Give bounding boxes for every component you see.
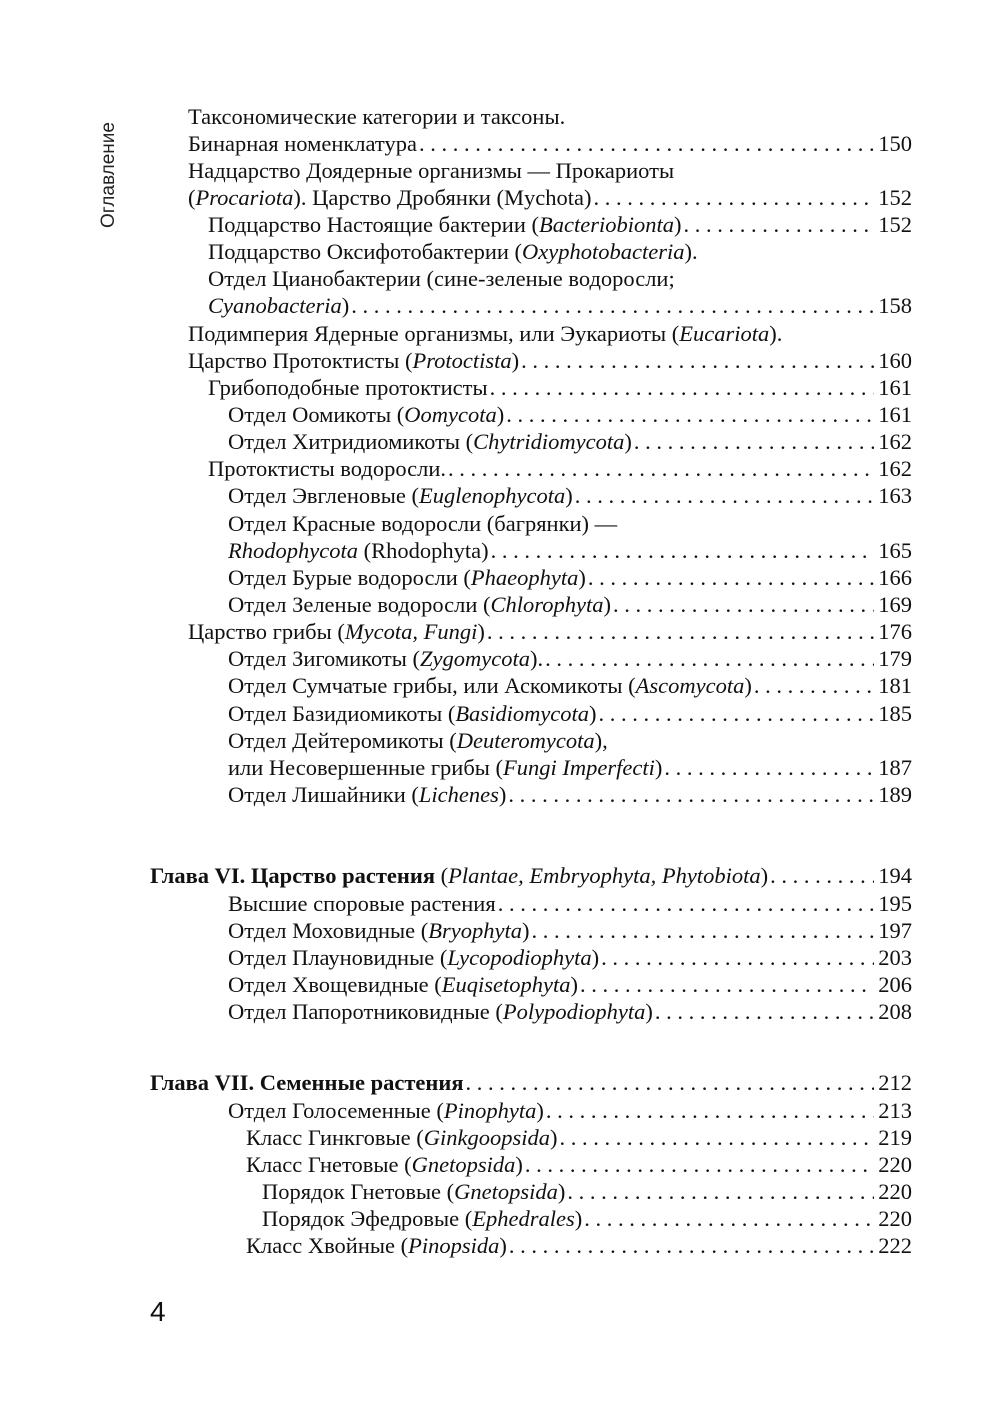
toc-entry-title xyxy=(150,1069,464,1096)
toc-entry-text-end: ) xyxy=(624,429,632,454)
toc-entry-latin-name: Mycota, Fungi xyxy=(344,619,478,644)
toc-entry xyxy=(228,564,912,591)
toc-entry-latin-name: Bryophyta xyxy=(428,918,522,943)
toc-page-number: 163 xyxy=(878,483,912,508)
toc-entry-title xyxy=(188,618,485,645)
toc-page-number: 179 xyxy=(878,646,912,671)
toc-entry-text-end: ) xyxy=(570,972,578,997)
toc-entry-text: Класс Хвойные ( xyxy=(246,1233,409,1258)
toc-entry-text-end: ) xyxy=(536,1098,544,1123)
dot-leader xyxy=(664,754,874,781)
toc-entry-text-end: ). xyxy=(769,321,783,346)
toc-entry-text-end: ) xyxy=(557,1179,566,1204)
toc-page-number: 187 xyxy=(878,755,912,780)
dot-leader xyxy=(601,944,874,971)
toc-entry-title xyxy=(228,944,599,971)
toc-entry-text: Порядок Гнетовые ( xyxy=(262,1179,455,1204)
toc-entry-title xyxy=(228,537,489,564)
toc-entry-latin-name: Gnetopsida xyxy=(411,1152,516,1177)
toc-entry xyxy=(228,428,912,455)
toc-entry-latin-name: Chytridiomycota xyxy=(473,429,625,454)
toc-entry-latin-name: Oomycota xyxy=(404,402,497,427)
toc-entry-text: Глава VII. Семенные растения xyxy=(150,1070,464,1095)
toc-entry-title xyxy=(228,700,597,727)
toc-entry xyxy=(262,1178,912,1205)
dot-leader xyxy=(584,1205,874,1232)
toc-page-number: 158 xyxy=(878,293,912,318)
toc-page-number: 203 xyxy=(878,945,912,970)
toc-entry-title xyxy=(228,971,578,998)
toc-page-number: 152 xyxy=(878,212,912,237)
toc-entry xyxy=(228,510,922,537)
toc-entry-text: Отдел Бурые водоросли ( xyxy=(228,565,471,590)
toc-entry xyxy=(188,618,912,645)
dot-leader xyxy=(545,645,874,672)
running-header-label: Оглавление xyxy=(98,122,119,228)
toc-entry-text-end: ) xyxy=(760,863,769,888)
toc-entry xyxy=(188,130,912,157)
toc-entry-text-end: ), xyxy=(594,728,608,753)
toc-page-number: 161 xyxy=(878,402,912,427)
toc-entry-latin-name: Fungi Imperfecti xyxy=(503,755,655,780)
toc-entry-text-end: ) xyxy=(496,402,505,427)
toc-entry-latin-name: Procariota xyxy=(195,185,294,210)
toc-entry-title xyxy=(208,292,349,319)
toc-entry-title xyxy=(228,428,632,455)
page-number: 4 xyxy=(150,1296,166,1327)
toc-page-number: 222 xyxy=(878,1233,912,1258)
dot-leader xyxy=(506,401,874,428)
toc-entry xyxy=(228,672,912,699)
toc-entry-text: Отдел Красные водоросли (багрянки) — xyxy=(228,511,618,536)
toc-page-number: 213 xyxy=(878,1098,912,1123)
dot-leader xyxy=(509,1232,874,1259)
toc-entry xyxy=(228,998,912,1025)
toc-entry xyxy=(188,103,922,130)
toc-entry-text-end: (Rhodophyta) xyxy=(357,538,489,563)
toc-entry xyxy=(228,401,912,428)
dot-leader xyxy=(487,618,874,645)
toc-entry-title xyxy=(228,401,504,428)
toc-entry-text: Надцарство Доядерные организмы — Прокариоты xyxy=(188,158,675,183)
toc-entry-text: Класс Гнетовые ( xyxy=(246,1152,412,1177)
toc-entry-title xyxy=(188,184,592,211)
toc-entry-latin-name: Euqisetophyta xyxy=(441,972,571,997)
toc-entry-text: Высшие споровые растения xyxy=(228,891,496,916)
toc-entry-title: Глава VI. Царство растения (Plantae, Embryophyta, Phytobiota) xyxy=(150,863,769,888)
toc-entry xyxy=(228,917,912,944)
toc-entry-title xyxy=(246,1151,523,1178)
toc-entry-text: Подимперия Ядерные организмы, или Эукариоты ( xyxy=(188,321,680,346)
toc-chapter-entry xyxy=(150,1069,912,1096)
toc-entry-text: Порядок Эфедровые ( xyxy=(262,1206,473,1231)
dot-leader xyxy=(683,211,874,238)
toc-entry-text-end: ) xyxy=(574,1206,583,1231)
toc-entry-latin-name: Protoctista xyxy=(412,348,512,373)
toc-entry-latin-name: Rhodophycota xyxy=(228,538,358,563)
toc-entry-title xyxy=(262,1205,582,1232)
toc-entry xyxy=(188,184,912,211)
toc-entry-text: Таксономические категории и таксоны. xyxy=(188,104,566,129)
toc-entry-title xyxy=(188,104,565,129)
toc-entry-latin-name: Cyanobacteria xyxy=(208,293,342,318)
dot-leader xyxy=(634,428,874,455)
toc-entry-text-end: ). Царство Дробянки (Mychota) xyxy=(293,185,592,210)
toc-entry xyxy=(208,265,922,292)
toc-entry-title xyxy=(188,158,674,183)
dot-leader xyxy=(560,1124,875,1151)
toc-entry-text: Отдел Хитридиомикоты ( xyxy=(228,429,474,454)
toc-entry-title xyxy=(228,890,496,917)
dot-leader xyxy=(770,862,874,889)
toc-entry-latin-name: Deuteromycota xyxy=(456,728,595,753)
toc-entry-title xyxy=(246,1232,507,1259)
toc-entry-title xyxy=(228,1097,544,1124)
toc-entry-latin-name: Eucariota xyxy=(679,321,770,346)
toc-page-number: 166 xyxy=(878,565,912,590)
toc-entry-latin-name: Euglenophycota xyxy=(419,483,566,508)
dot-leader xyxy=(655,998,874,1025)
dot-leader xyxy=(525,1151,874,1178)
toc-page-number: 162 xyxy=(878,456,912,481)
toc-entry xyxy=(262,1205,912,1232)
toc-entry-text-end: ) xyxy=(654,755,663,780)
toc-chapter-entry xyxy=(150,862,912,889)
toc-entry xyxy=(246,1232,912,1259)
toc-entry xyxy=(228,971,912,998)
toc-page-number: 220 xyxy=(878,1206,912,1231)
toc-entry-text-end: ). xyxy=(684,239,698,264)
toc-entry-text: Глава VI. Царство растения xyxy=(150,863,435,888)
toc-entry-text: Класс Гинкговые ( xyxy=(246,1125,424,1150)
toc-entry-text: или Несовершенные грибы ( xyxy=(228,755,504,780)
toc-entry xyxy=(208,211,912,238)
toc-entry xyxy=(228,727,922,754)
dot-leader xyxy=(521,347,874,374)
toc-entry-text-end: ) xyxy=(645,999,653,1024)
toc-entry xyxy=(208,455,912,482)
toc-entry-text: Отдел Зигомикоты ( xyxy=(228,646,420,671)
toc-entry-text: Отдел Папоротниковидные ( xyxy=(228,999,503,1024)
toc-page-number: 206 xyxy=(878,972,912,997)
toc-entry-latin-name: Ephedrales xyxy=(472,1206,575,1231)
toc-entry-latin-name: Ascomycota xyxy=(635,673,745,698)
toc-entry-title xyxy=(228,645,543,672)
toc-entry-title xyxy=(188,130,417,157)
toc-entry-latin-name: Oxyphotobacteria xyxy=(522,239,685,264)
toc-entry-title xyxy=(228,591,611,618)
toc-entry xyxy=(246,1151,912,1178)
toc-entry-text: ( xyxy=(188,185,196,210)
toc-entry-text: Отдел Голосеменные ( xyxy=(228,1098,444,1123)
toc-page-number: 194 xyxy=(878,863,912,888)
dot-leader xyxy=(531,917,874,944)
toc-entry-title xyxy=(228,998,653,1025)
toc-entry-title xyxy=(208,239,698,264)
toc-page-number: 197 xyxy=(878,918,912,943)
toc-entry-latin-name: Bacteriobionta xyxy=(539,212,674,237)
toc-entry-latin-name: Basidiomycota xyxy=(455,701,590,726)
dot-leader xyxy=(594,184,875,211)
toc-entry-text: Отдел Зеленые водоросли ( xyxy=(228,592,491,617)
toc-entry-text-end: ) xyxy=(550,1125,558,1150)
toc-entry xyxy=(208,292,912,319)
toc-page-number: 181 xyxy=(878,673,912,698)
toc-entry-latin-name: Lycopodiophyta xyxy=(447,945,592,970)
dot-leader xyxy=(754,672,874,699)
toc-entry-text: Отдел Цианобактерии (сине-зеленые водоросли; xyxy=(208,266,675,291)
dot-leader xyxy=(567,1178,874,1205)
toc-entry-text: Подцарство Оксифотобактерии ( xyxy=(208,239,523,264)
toc-entry-text: Отдел Плауновидные ( xyxy=(228,945,448,970)
dot-leader xyxy=(588,564,874,591)
toc-page-number: 212 xyxy=(878,1070,912,1095)
toc-entry-text: Отдел Базидиомикоты ( xyxy=(228,701,456,726)
toc-entry xyxy=(208,374,912,401)
toc-entry-text: Царство Протоктисты ( xyxy=(188,348,413,373)
toc-entry xyxy=(246,1124,912,1151)
toc-entry-title xyxy=(188,347,519,374)
toc-entry-latin-name: Polypodiophyta xyxy=(502,999,646,1024)
toc-page-number: 208 xyxy=(878,999,912,1024)
toc-entry-text-end: ) xyxy=(591,945,600,970)
toc-entry-text-end: ) xyxy=(565,483,573,508)
toc-entry xyxy=(228,1097,912,1124)
toc-page-number: 152 xyxy=(878,185,912,210)
toc-entry-latin-name: Chlorophyta xyxy=(490,592,604,617)
dot-leader xyxy=(580,971,874,998)
dot-leader xyxy=(351,292,874,319)
toc-entry-text: Подцарство Настоящие бактерии ( xyxy=(208,212,539,237)
toc-entry-title xyxy=(188,321,782,346)
toc-entry-text: Отдел Лишайники ( xyxy=(228,782,419,807)
toc-entry-text: Отдел Оомикоты ( xyxy=(228,402,405,427)
dot-leader xyxy=(599,700,875,727)
toc-page-number: 176 xyxy=(878,619,912,644)
toc-entry-text-end: ) xyxy=(521,918,530,943)
toc-entry-latin-name: Phaeophyta xyxy=(470,565,579,590)
dot-leader xyxy=(613,591,874,618)
toc-entry-text-end: ) xyxy=(744,673,752,698)
toc-page-number: 150 xyxy=(878,131,912,156)
toc-entry-text-end: ) xyxy=(499,1233,507,1258)
toc-entry-text-end: ) xyxy=(511,348,520,373)
toc-entry xyxy=(228,754,912,781)
dot-leader xyxy=(546,1097,874,1124)
toc-entry xyxy=(228,944,912,971)
dot-leader xyxy=(498,890,875,917)
toc-entry xyxy=(188,347,912,374)
toc-entry xyxy=(228,482,912,509)
toc-entry-text: Отдел Эвгленовые ( xyxy=(228,483,419,508)
toc-entry-latin-name: Gnetopsida xyxy=(454,1179,558,1204)
toc-page-number: 165 xyxy=(878,538,912,563)
toc-entry-title xyxy=(228,728,608,753)
toc-entry-latin-name: Lichenes xyxy=(418,782,499,807)
toc-entry-latin-name: Plantae, Embryophyta, Phytobiota xyxy=(448,863,761,888)
toc-entry xyxy=(208,238,922,265)
toc-entry-text-end: ) xyxy=(341,293,350,318)
dot-leader xyxy=(448,455,874,482)
toc-entry-text-end: ) xyxy=(477,619,485,644)
toc-entry-title xyxy=(228,917,529,944)
dot-leader xyxy=(490,374,875,401)
toc-entry xyxy=(228,700,912,727)
toc-entry-title xyxy=(228,511,617,536)
toc-entry xyxy=(188,157,922,184)
toc-entry-text: Царство грибы ( xyxy=(188,619,345,644)
toc-entry-title xyxy=(228,754,662,781)
toc-entry-text-end: ) xyxy=(498,782,507,807)
toc-page-number: 160 xyxy=(878,348,912,373)
toc-entry-latin-name: Ginkgoopsida xyxy=(423,1125,550,1150)
toc-entry-text: Отдел Сумчатые грибы, или Аскомикоты ( xyxy=(228,673,636,698)
toc-page-number: 220 xyxy=(878,1152,912,1177)
toc-entry xyxy=(228,890,912,917)
toc-entry-title xyxy=(208,455,446,482)
toc-entry-title xyxy=(228,672,752,699)
toc-entry-text: Отдел Моховидные ( xyxy=(228,918,429,943)
toc-entry-title xyxy=(208,374,488,401)
toc-entry-text: Отдел Дейтеромикоты ( xyxy=(228,728,457,753)
toc-entry-text-end: ). xyxy=(529,646,544,671)
toc-page-number: 189 xyxy=(878,782,912,807)
toc-entry-text: Грибоподобные протоктисты xyxy=(208,375,488,400)
toc-entry-latin-name: Zygomycota xyxy=(419,646,530,671)
toc-entry-title xyxy=(208,211,681,238)
toc-entry-text: Отдел Хвощевидные ( xyxy=(228,972,442,997)
dot-leader xyxy=(491,537,875,564)
toc-page-number: 169 xyxy=(878,592,912,617)
toc-entry xyxy=(228,781,912,808)
dot-leader xyxy=(419,130,874,157)
toc-page-number: 220 xyxy=(878,1179,912,1204)
dot-leader xyxy=(466,1069,875,1096)
toc-entry xyxy=(228,537,912,564)
toc-entry-title xyxy=(228,781,506,808)
toc-entry-text-end: ) xyxy=(603,592,611,617)
toc-entry xyxy=(228,591,912,618)
toc-page-number: 185 xyxy=(878,701,912,726)
toc-entry xyxy=(188,320,922,347)
toc-page-number: 162 xyxy=(878,429,912,454)
dot-leader xyxy=(575,482,875,509)
toc-entry-title xyxy=(208,266,675,291)
toc-page-number: 161 xyxy=(878,375,912,400)
toc-entry-latin-name: Pinopsida xyxy=(408,1233,500,1258)
toc-entry-title xyxy=(246,1124,558,1151)
dot-leader xyxy=(508,781,874,808)
toc-entry-text: Протоктисты водоросли. xyxy=(208,456,447,481)
toc-entry-text-end: ) xyxy=(515,1152,523,1177)
toc-entry-text-end: ) xyxy=(673,212,682,237)
toc-entry-latin-name: Pinophyta xyxy=(443,1098,537,1123)
toc-entry-text-end: ) xyxy=(589,701,597,726)
toc-page-number: 195 xyxy=(878,891,912,916)
toc-entry-title xyxy=(262,1178,565,1205)
toc-entry-text: Бинарная номенклатура xyxy=(188,131,417,156)
toc-entry-title xyxy=(228,564,586,591)
toc-entry xyxy=(228,645,912,672)
toc-entry-title xyxy=(228,482,573,509)
toc-entry-text-end: ) xyxy=(578,565,586,590)
toc-page-number: 219 xyxy=(878,1125,912,1150)
